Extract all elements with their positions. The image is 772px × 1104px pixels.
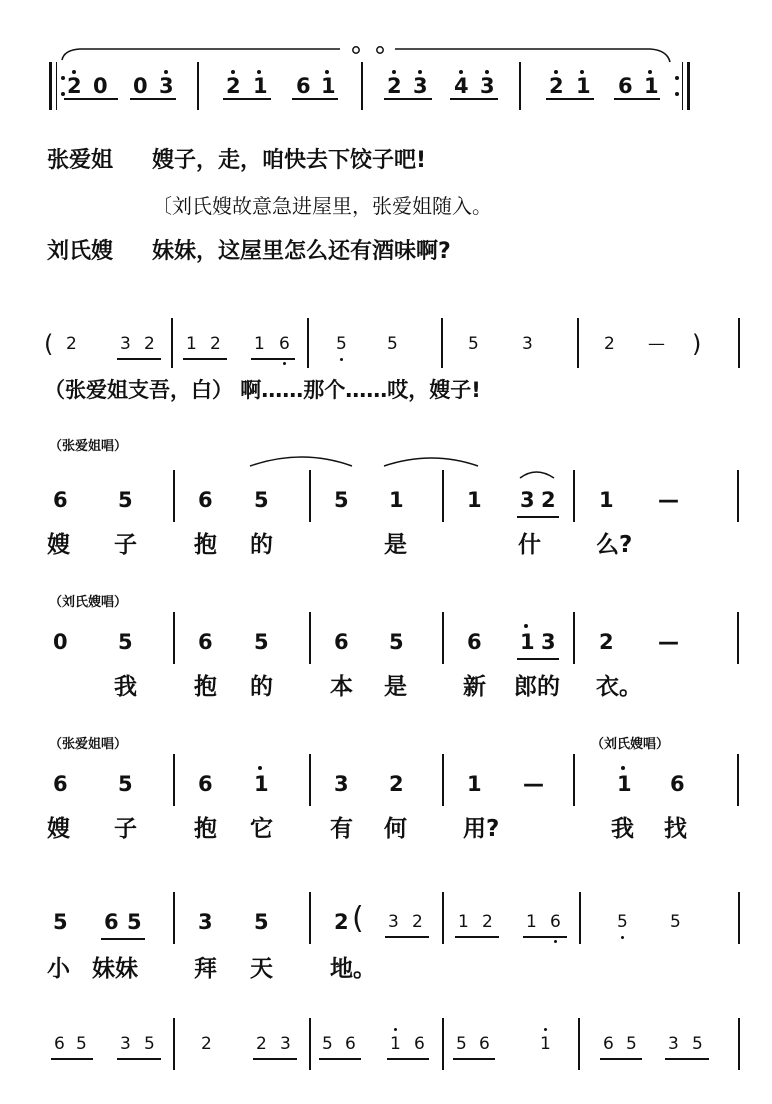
note: 2 [604,334,615,354]
beam [665,1058,709,1060]
note: 1 [576,74,591,98]
note: 5 [254,630,269,654]
note: 5 [334,488,349,512]
note: 1 [599,488,614,512]
note: 5 [387,334,398,354]
beam [455,936,499,938]
note: 1 [458,912,469,932]
note: 3 [334,772,349,796]
note: 2 [389,772,404,796]
note: 5 [127,910,142,934]
lyric: 嫂 [47,532,70,558]
lyric: 天 [250,956,273,982]
beam [51,1058,93,1060]
lyric: 抱 [194,532,217,558]
note: 3 [668,1034,679,1054]
speaker-name: 张爱姐 [47,148,114,173]
note: 6 [198,488,213,512]
barline [442,612,444,664]
beam [319,1058,361,1060]
note: 0 [133,74,148,98]
singer-label: （张爱姐唱） [49,439,128,454]
dash: — [523,772,544,796]
lyric: 是 [384,674,407,700]
barline [579,892,581,944]
low-octave-dot [554,940,557,943]
speaker-name: 刘氏嫂 [47,239,114,264]
barline [578,1018,580,1070]
barline [173,1018,175,1070]
beam [385,936,429,938]
lyric: 新 [463,674,486,700]
beam [101,938,145,940]
note: 1 [390,1034,401,1054]
dash: — [648,334,665,354]
beam [453,1058,495,1060]
octave-dot [394,1028,397,1031]
note: 6 [414,1034,425,1054]
octave-dot [621,766,625,770]
paren-open: ( [352,901,364,936]
note: 2 [599,630,614,654]
note: 6 [603,1034,614,1054]
note: 6 [479,1034,490,1054]
lyric: 它 [250,816,273,842]
barline [309,470,311,522]
note: 3 [522,334,533,354]
note: 1 [540,1034,551,1054]
lyric: 抱 [194,816,217,842]
note: 0 [53,630,68,654]
lyric: 本 [330,674,353,700]
lyric: 嫂 [47,816,70,842]
note: 1 [467,772,482,796]
note: 5 [322,1034,333,1054]
note: 0 [93,74,108,98]
note: 6 [670,772,685,796]
note: 2 [66,334,77,354]
barline [737,612,739,664]
note: 3 [520,488,535,512]
beam [253,1058,297,1060]
note: 3 [388,912,399,932]
barline [573,612,575,664]
note: 5 [118,488,133,512]
beam [387,1058,429,1060]
note: 1 [467,488,482,512]
barline [309,892,311,944]
stage-direction: 〔刘氏嫂故意急进屋里，张爱姐随入。 [152,194,492,218]
note: 6 [54,1034,65,1054]
lyric: 妹妹 [92,956,138,982]
lyric: 我 [114,674,137,700]
paren-close: ) [692,330,702,358]
note: 2 [256,1034,267,1054]
spoken-line: 妹妹，这屋里怎么还有酒味啊? [152,239,451,264]
note: 5 [53,910,68,934]
note: 3 [120,334,131,354]
barline [442,892,444,944]
barline [738,1018,740,1070]
spoken-line: 嫂子，走，咱快去下饺子吧! [152,148,427,173]
note: 6 [104,910,119,934]
note: 2 [67,74,82,98]
note: 5 [456,1034,467,1054]
note: 5 [692,1034,703,1054]
lyric: 拜 [194,956,217,982]
barline [737,754,739,806]
beam [517,658,559,660]
note: 1 [617,772,632,796]
lyric: 抱 [194,674,217,700]
octave-dot [544,1028,547,1031]
note: 5 [670,912,681,932]
note: 3 [120,1034,131,1054]
note: 3 [198,910,213,934]
barline [737,470,739,522]
lyric: 我 [611,816,634,842]
note: 2 [144,334,155,354]
beam [600,1058,642,1060]
beam [117,1058,161,1060]
note: 4 [454,74,469,98]
barline [173,754,175,806]
beam [517,516,559,518]
note: 3 [413,74,428,98]
lyric: 是 [384,532,407,558]
lyric: 用? [463,816,500,842]
note: 6 [345,1034,356,1054]
note: 2 [210,334,221,354]
barline [309,612,311,664]
barline [442,754,444,806]
octave-dot [258,766,262,770]
barline [309,1018,311,1070]
barline [173,612,175,664]
note: 2 [549,74,564,98]
note: 5 [389,630,404,654]
note: 5 [144,1034,155,1054]
note: 2 [412,912,423,932]
note: 5 [76,1034,87,1054]
note: 5 [617,912,628,932]
note: 1 [520,630,535,654]
note: 3 [541,630,556,654]
low-octave-dot [621,936,624,939]
note: 1 [253,74,268,98]
note: 3 [480,74,495,98]
lyric: 地。 [330,956,376,982]
note: 5 [118,630,133,654]
note: 1 [526,912,537,932]
barline [173,892,175,944]
note: 6 [53,772,68,796]
note: 6 [198,772,213,796]
lyric: 找 [664,816,687,842]
dash: — [658,630,679,654]
note: 5 [626,1034,637,1054]
lyric: 么? [596,532,633,558]
note: 1 [389,488,404,512]
lyric: 衣。 [596,674,642,700]
beam [523,936,567,938]
barline [738,892,740,944]
dash: — [658,488,679,512]
singer-label: （张爱姐唱） [49,737,128,752]
singer-label: （刘氏嫂唱） [49,595,128,610]
note: 1 [254,772,269,796]
lyric: 何 [384,816,407,842]
note: 1 [644,74,659,98]
note: 2 [201,1034,212,1054]
barline [173,470,175,522]
note: 2 [387,74,402,98]
lyric: 郎的 [514,674,560,700]
lyric: 子 [114,816,137,842]
note: 3 [280,1034,291,1054]
barline [442,1018,444,1070]
note: 6 [198,630,213,654]
barline [573,754,575,806]
spoken-aside: （张爱姐支吾，白） 啊……那个……哎，嫂子! [44,378,481,402]
note: 6 [53,488,68,512]
note: 5 [254,910,269,934]
lyric: 小 [47,956,70,982]
note: 6 [296,74,311,98]
note: 6 [467,630,482,654]
singer-label: （刘氏嫂唱） [591,737,670,752]
barline [573,470,575,522]
barline [442,470,444,522]
note: 5 [118,772,133,796]
note: 2 [226,74,241,98]
note: 6 [618,74,633,98]
note: 6 [334,630,349,654]
note: 6 [279,334,290,354]
paren-open: ( [44,330,54,358]
lyric: 子 [114,532,137,558]
lyric: 什 [518,532,541,558]
barline [309,754,311,806]
lyric: 有 [330,816,353,842]
note: 5 [468,334,479,354]
note: 2 [334,910,349,934]
note: 2 [482,912,493,932]
note: 5 [336,334,347,354]
note: 2 [541,488,556,512]
slurs [0,0,772,520]
octave-dot [524,624,528,628]
note: 1 [254,334,265,354]
lyric: 的 [250,532,273,558]
note: 6 [550,912,561,932]
note: 1 [321,74,336,98]
note: 1 [186,334,197,354]
lyric: 的 [250,674,273,700]
note: 5 [254,488,269,512]
note: 3 [159,74,174,98]
